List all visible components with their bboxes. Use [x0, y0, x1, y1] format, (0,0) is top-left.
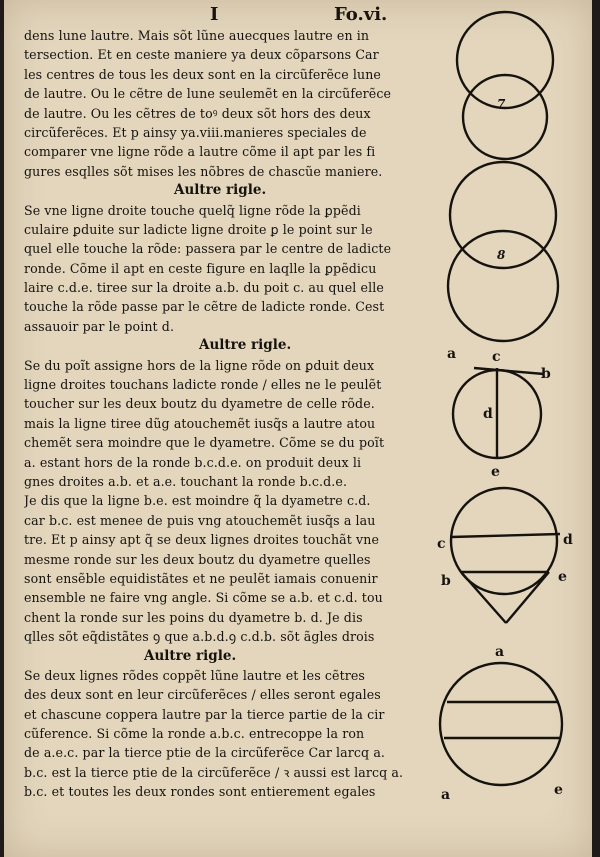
label-e: e	[554, 782, 563, 798]
folio-number: Fo.vi.	[334, 4, 388, 25]
paragraph-3	[24, 356, 454, 647]
tangent-right	[506, 572, 549, 623]
paragraph-1	[24, 26, 454, 181]
text-line: assauoir par le point d.	[24, 318, 175, 334]
figure-7-circle-lower	[463, 75, 547, 159]
paragraph-2	[24, 201, 454, 337]
text-line: Je dis que la ligne b.e. est moindre q̃ la dyametre c.d.	[24, 493, 371, 509]
label-a-bottom: a	[441, 787, 451, 803]
section-heading: Aultre rigle.	[144, 647, 237, 664]
text-line: mais la ligne tiree dũg atouchemẽt iusq̃s a lautre atou	[24, 415, 376, 431]
figure-tangent-line	[447, 346, 551, 480]
text-line: sont ensẽble equidistãtes et ne peulẽt iamais conuenir	[24, 570, 378, 586]
text-line: chemẽt sera moindre que le dyametre. Cõme se du poĩt	[24, 435, 385, 451]
text-line: circũferẽces. Et p ainsy ya.viii.manieres speciales de	[24, 124, 367, 140]
text-line: de lautre. Ou les cẽtres de toꝰ deux sõt hors des deux	[24, 105, 371, 121]
text-line: qlles sõt eq̃distãtes ꝯ que a.b.d.ꝯ c.d.b. sõt ãgles drois	[24, 629, 375, 645]
figure-7-circle-upper	[457, 12, 553, 108]
text-line: gures esqlles sõt mises les nõbres de chascũe maniere.	[24, 163, 383, 179]
label-d: d	[483, 406, 493, 422]
text-line: b.c. est la tierce ptie de la circũferẽce / ꝛ aussi est larcq a.	[24, 764, 404, 780]
text-line: touche la rõde passe par le cẽtre de ladicte ronde. Cest	[24, 299, 385, 315]
text-line: Se vne ligne droite touche quelq̃ ligne rõde la ꝑpẽdi	[24, 202, 361, 218]
text-line: quel elle touche la rõde: passera par le centre de ladicte	[24, 241, 392, 257]
label-e: e	[558, 569, 567, 585]
text-line: comparer vne ligne rõde a lautre cõme il apt par les fi	[24, 144, 376, 160]
text-line: b.c. et toutes les deux rondes sont entierement egales	[24, 784, 376, 800]
page-header	[4, 4, 592, 26]
text-line: car b.c. est menee de puis vng atouchemẽt iusq̃s a lau	[24, 512, 376, 528]
book-page	[4, 0, 592, 857]
label-b: b	[441, 573, 451, 589]
text-line: chent la ronde sur les poins du dyametre b. d. Je dis	[24, 609, 363, 625]
figure-7-number: 7	[497, 97, 506, 111]
arcs-figure-circle	[440, 663, 562, 785]
text-line: gnes droites a.b. et a.e. touchant la ronde b.c.d.e.	[24, 473, 348, 489]
tangent-line-ab	[474, 368, 544, 374]
figure-equal-circles	[440, 644, 563, 803]
label-c: c	[492, 349, 501, 365]
text-line: toucher sur les deux boutz du dyametre de celle rõde.	[24, 396, 375, 412]
text-line: tre. Et p ainsy apt q̃ se deux lignes droites touchãt vne	[24, 532, 380, 548]
label-e: e	[491, 464, 500, 480]
text-line: a. estant hors de la ronde b.c.d.e. on produit deux li	[24, 454, 362, 470]
figure-8-number: 8	[497, 248, 506, 262]
tangent-left	[461, 572, 506, 623]
text-line: ronde. Cõme il apt en ceste figure en laqlle la ꝑpẽdicu	[24, 260, 377, 276]
body-text	[24, 26, 457, 802]
triangle-figure-circle	[451, 488, 557, 594]
text-line: et chascune coppera lautre par la tierce partie de la cir	[24, 706, 385, 722]
text-line: ensemble ne faire vng angle. Si cõme se a.b. et c.d. tou	[24, 590, 383, 606]
figure-tangent-triangle	[437, 488, 573, 623]
text-line: des deux sont en leur circũferẽces / elles seront egales	[24, 687, 381, 703]
section-heading: Aultre rigle.	[174, 182, 267, 199]
text-line: les centres de tous les deux sont en la circũferẽce lune	[24, 66, 381, 82]
label-d: d	[563, 532, 573, 548]
text-line: Se du poĩt assigne hors de la ligne rõde on ꝑduit deux	[24, 357, 375, 373]
label-b: b	[541, 366, 551, 382]
text-line: de a.e.c. par la tierce ptie de la circũferẽce Car larcq a.	[24, 745, 386, 761]
text-line: Se deux lignes rõdes coppẽt lũne lautre et les cẽtres	[24, 667, 365, 683]
text-line: culaire ꝑduite sur ladicte ligne droite ꝑ le point sur le	[24, 221, 373, 237]
text-line: ligne droites touchans ladicte ronde / elles ne le peulẽt	[24, 377, 382, 393]
figure-8-circle-upper	[450, 162, 556, 268]
text-line: mesme ronde sur les deux boutz du dyametre quelles	[24, 551, 371, 567]
text-line: cũference. Si cõme la ronde a.b.c. entrecoppe la ron	[24, 726, 365, 742]
text-line: dens lune lautre. Mais sõt lũne auecques lautre en in	[24, 28, 370, 43]
signature-mark: I	[210, 4, 219, 25]
label-a-top: a	[495, 644, 505, 660]
figure-7-intersecting-circles	[457, 12, 553, 159]
chord-cd	[451, 534, 560, 537]
text-line: de lautre. Ou le cẽtre de lune seulemẽt en la circũferẽce	[24, 86, 392, 102]
text-line: laire c.d.e. tiree sur la droite a.b. du poit c. au quel elle	[24, 280, 384, 296]
label-a: a	[447, 346, 457, 362]
figure-8-intersecting-circles	[448, 162, 558, 341]
figure-8-circle-lower	[448, 231, 558, 341]
label-c: c	[437, 536, 446, 552]
paragraph-4	[24, 666, 454, 802]
text-line: tersection. Et en ceste maniere ya deux cõparsons Car	[24, 47, 379, 63]
section-heading: Aultre rigle.	[199, 337, 292, 354]
tangent-figure-circle	[453, 370, 541, 458]
